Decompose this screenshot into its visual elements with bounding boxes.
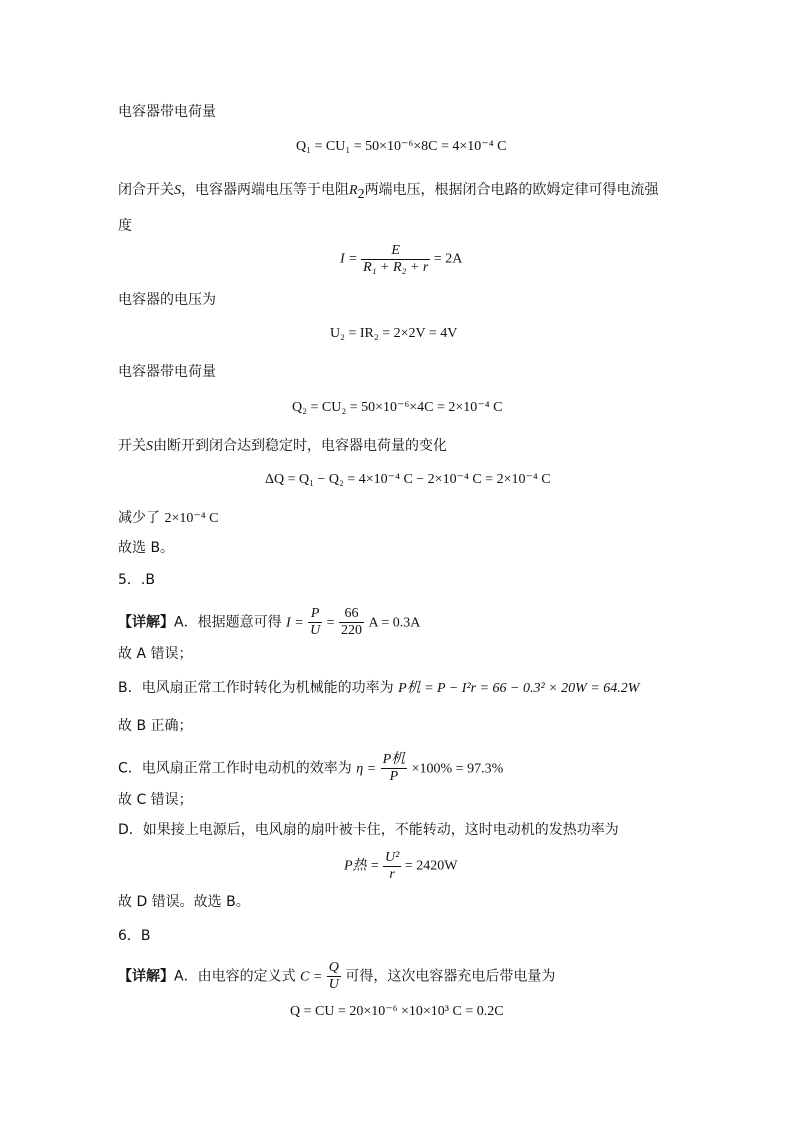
numerator: 66	[344, 606, 359, 621]
numerator: P	[310, 606, 320, 621]
fraction	[381, 752, 408, 785]
eq-right: = 2420W	[404, 858, 458, 874]
denominator: P	[381, 768, 408, 785]
denominator: U	[310, 623, 321, 638]
equation-delta-q: ΔQ = Q₁ − Q₂ = 4×10⁻⁴ C − 2×10⁻⁴ C = 2×10⁻⁴ C	[265, 472, 551, 487]
text-line	[118, 436, 447, 457]
equation-u2: U₂ = IR₂ = 2×2V = 4V	[330, 326, 458, 341]
fraction	[339, 606, 364, 639]
text-span: ，电容器两端电压等于电阻	[181, 182, 349, 198]
text-line: 电容器带电荷量	[118, 104, 216, 120]
fraction	[383, 850, 401, 883]
denominator: 220	[341, 623, 363, 638]
denominator: r	[383, 866, 401, 883]
equation-q-charge: Q = CU = 20×10⁻⁶ ×10×10³ C = 0.2C	[290, 1004, 504, 1019]
eq-left: C =	[300, 969, 323, 985]
text-line	[118, 606, 420, 639]
text-span: 可得，这次电容器充电后带电量为	[345, 968, 556, 985]
detail-label: 【详解】	[118, 614, 174, 631]
text-line: 故选 B。	[118, 540, 175, 556]
text-span: C．电风扇正常工作时电动机的效率为	[118, 760, 352, 777]
equation-current	[340, 243, 462, 276]
denominator: U	[328, 977, 339, 992]
text-line: D．如果接上电源后，电风扇的扇叶被卡住，不能转动，这时电动机的发热功率为	[118, 822, 619, 838]
text-line: 故 D 错误。故选 B。	[118, 894, 250, 910]
eq-left: I =	[286, 615, 304, 631]
symbol-sub: 2	[357, 186, 365, 202]
detail-label: 【详解】	[118, 968, 174, 985]
numerator: E	[391, 243, 400, 258]
text-span: 由断开到闭合达到稳定时，电容器电荷量的变化	[153, 438, 447, 454]
text-line: 电容器带电荷量	[118, 364, 216, 380]
text-line	[118, 960, 555, 993]
text-span: A．根据题意可得	[174, 614, 282, 631]
equation-q2: Q₂ = CU₂ = 50×10⁻⁶×4C = 2×10⁻⁴ C	[292, 400, 503, 415]
fraction	[308, 606, 322, 639]
text-span: 两端电压，根据闭合电路的欧姆定律可得电流强	[364, 182, 659, 198]
text-span: B．电风扇正常工作时转化为机械能的功率为	[118, 680, 394, 696]
symbol-r: R	[349, 183, 358, 198]
text-line: 故 A 错误；	[118, 646, 193, 662]
text-span: 闭合开关	[118, 182, 174, 198]
fraction	[361, 243, 430, 276]
eq-right: = 2A	[433, 251, 463, 267]
eq-right: ×100% = 97.3%	[411, 761, 504, 777]
text-line: 故 C 错误；	[118, 792, 193, 808]
text-line: 度	[118, 218, 132, 234]
eq-left: I =	[340, 251, 358, 267]
question-number: 5．.B	[118, 572, 155, 588]
text-span: 减少了	[118, 510, 160, 526]
equation-inline: P机 = P − I²r = 66 − 0.3² × 20W = 64.2W	[398, 681, 640, 696]
equation-q1: Q₁ = CU₁ = 50×10⁻⁶×8C = 4×10⁻⁴ C	[296, 139, 507, 154]
text-span: 开关	[118, 438, 146, 454]
text-line	[118, 180, 659, 205]
eq-right: A = 0.3A	[368, 615, 421, 631]
equation-heat-power	[344, 850, 457, 883]
symbol-s: S	[146, 439, 153, 454]
text-span: A．由电容的定义式	[174, 968, 296, 985]
eq-left: P热 =	[344, 858, 380, 874]
value-span: 2×10⁻⁴ C	[164, 511, 219, 526]
text-line: 故 B 正确；	[118, 718, 193, 734]
eq-sign: =	[326, 615, 335, 631]
fraction	[327, 960, 341, 993]
numerator: Q	[328, 960, 339, 975]
text-line	[118, 508, 218, 529]
text-line	[118, 678, 639, 699]
symbol-s: S	[174, 183, 181, 198]
numerator: P机	[382, 752, 406, 767]
text-line	[118, 752, 503, 785]
question-number: 6．B	[118, 928, 151, 944]
numerator: U²	[385, 850, 400, 865]
text-line: 电容器的电压为	[118, 292, 216, 308]
denominator: R₁ + R₂ + r	[363, 260, 429, 275]
eq-left: η =	[356, 761, 377, 777]
